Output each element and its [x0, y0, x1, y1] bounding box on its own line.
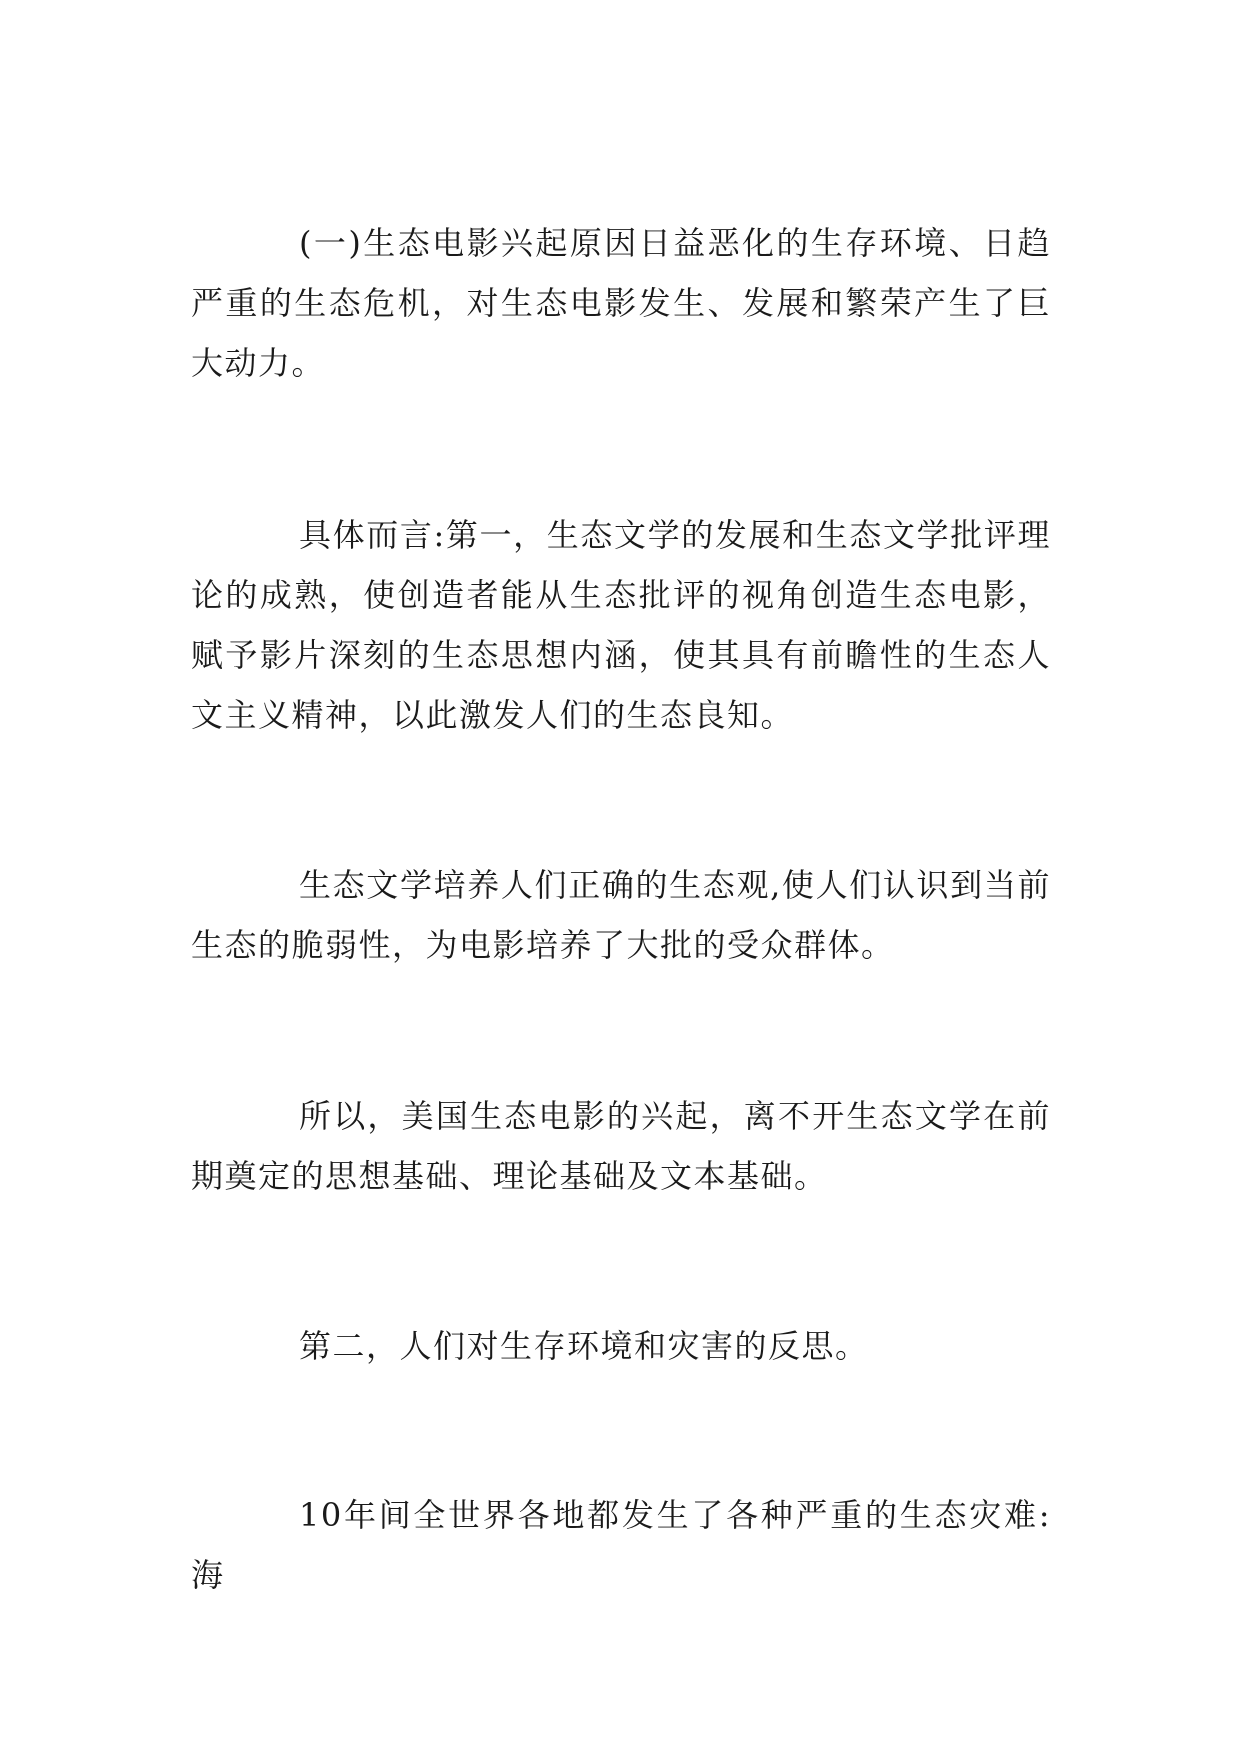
paragraph-3: 生态文学培养人们正确的生态观,使人们认识到当前生态的脆弱性，为电影培养了大批的受众群体。 [191, 866, 1051, 964]
paragraph-1: (一)生态电影兴起原因日益恶化的生存环境、日趋严重的生态危机，对生态电影发生、发展和繁荣产生了巨大动力。 [191, 224, 1051, 382]
paragraph-6: 10年间全世界各地都发生了各种严重的生态灾难:海 [191, 1496, 1051, 1594]
paragraph-5: 第二，人们对生存环境和灾害的反思。 [299, 1327, 869, 1365]
paragraph-4: 所以，美国生态电影的兴起，离不开生态文学在前期奠定的思想基础、理论基础及文本基础。 [191, 1097, 1051, 1195]
paragraph-2: 具体而言:第一，生态文学的发展和生态文学批评理论的成熟，使创造者能从生态批评的视角创造生态电影，赋予影片深刻的生态思想内涵，使其具有前瞻性的生态人文主义精神，以此激发人们的生态良知。 [191, 516, 1051, 734]
